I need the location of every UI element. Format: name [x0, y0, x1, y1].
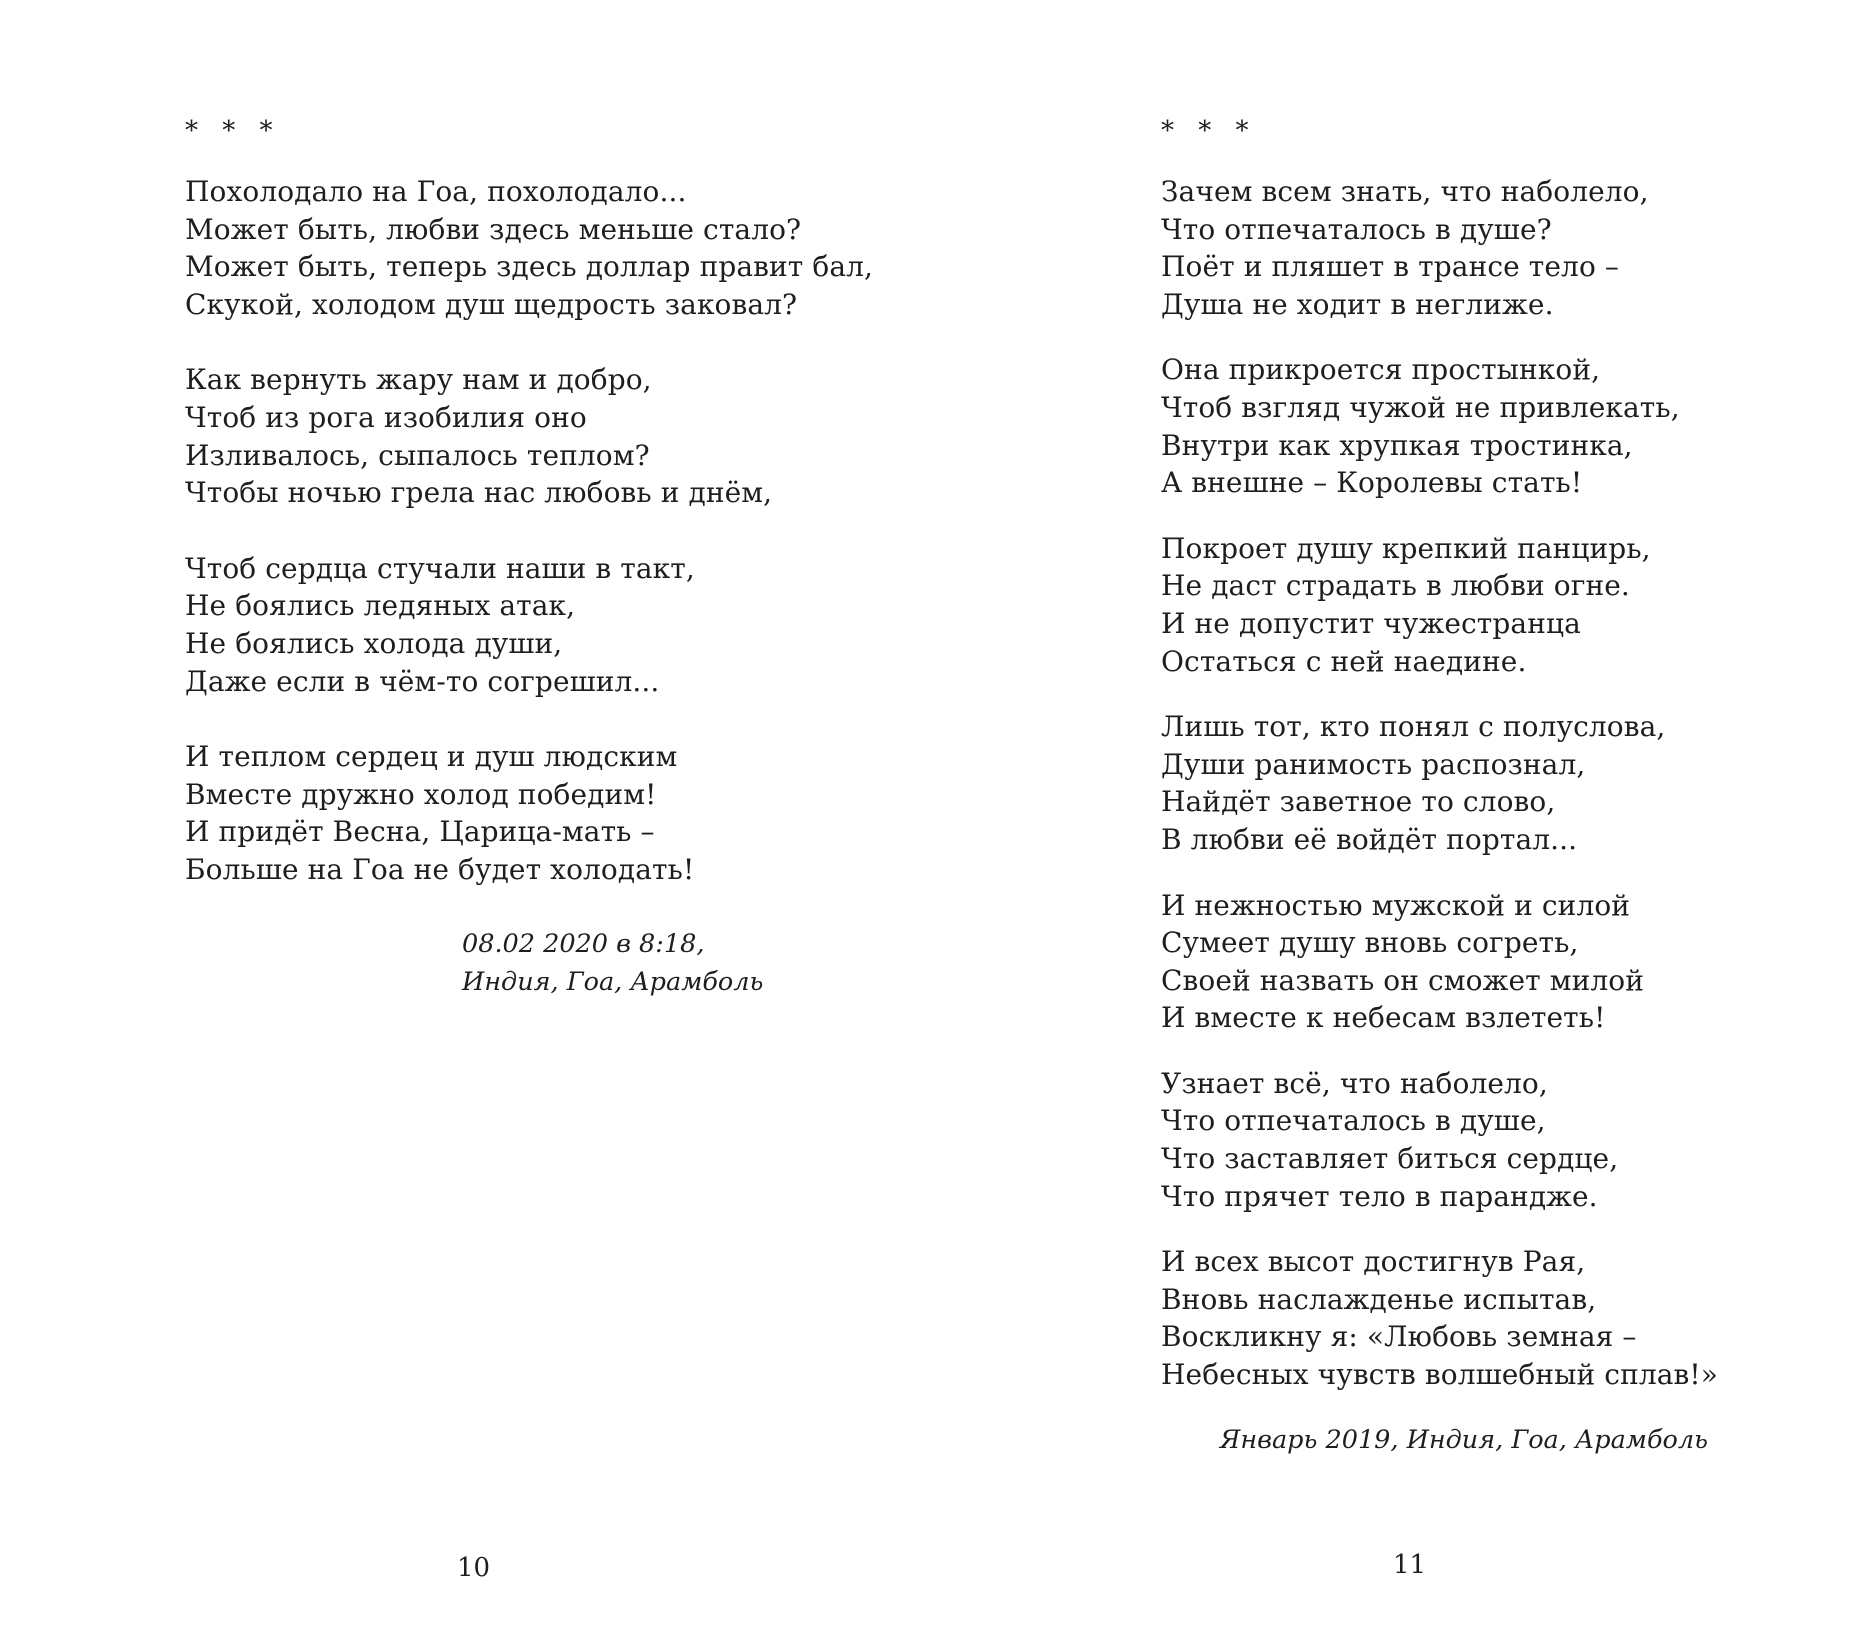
poem-line: А внешне – Королевы стать! [1161, 466, 1583, 500]
poem-line: Что заставляет биться сердце, [1161, 1142, 1619, 1176]
poem-line: Скукой, холодом душ щедрость заковал? [185, 287, 798, 321]
stanza [1161, 708, 1718, 858]
stanza [185, 173, 873, 323]
poem-line: Узнает всё, что наболело, [1161, 1066, 1548, 1100]
poem-line: Похолодало на Гоа, похолодало... [185, 175, 687, 208]
page-number: 10 [457, 1553, 491, 1583]
stanza [185, 361, 873, 511]
poem-line: Не даст страдать в любви огне. [1161, 569, 1630, 603]
poem-line: И придёт Весна, Царица-мать – [185, 815, 655, 849]
poem-line: Внутри как хрупкая тростинка, [1161, 428, 1633, 462]
poem-line: В любви её войдёт портал... [1161, 822, 1578, 856]
poem-line: Душа не ходит в неглиже. [1161, 287, 1554, 321]
signature-line: Январь 2019, Индия, Гоа, Арамболь [1219, 1425, 1708, 1455]
poem-line: Изливалось, сыпалось теплом? [185, 438, 650, 472]
poem-line: Небесных чувств волшебный сплав!» [1161, 1358, 1718, 1392]
poem-line: Чтоб сердца стучали наши в такт, [185, 551, 695, 585]
poem-line: Души ранимость распознал, [1161, 747, 1586, 781]
poem-line: Покроет душу крепкий панцирь, [1161, 531, 1651, 565]
stanza [185, 550, 873, 700]
poem-line: Даже если в чём-то согрешил... [185, 664, 660, 698]
right-page [936, 0, 1872, 1646]
poem-line: И нежностью мужской и силой [1161, 888, 1631, 922]
poem-line: Вновь наслажденье испытав, [1161, 1282, 1597, 1316]
poem-signature [462, 925, 763, 1001]
signature-line: 08.02 2020 в 8:18, [462, 929, 705, 959]
poem-line: Больше на Гоа не будет холодать! [185, 852, 695, 886]
poem-line: Остаться с ней наедине. [1161, 644, 1527, 678]
poem-line: Поёт и пляшет в трансе тело – [1161, 250, 1619, 284]
stanza [1161, 887, 1718, 1037]
signature-line: Индия, Гоа, Арамболь [462, 967, 764, 997]
poem-line: Лишь тот, кто понял с полуслова, [1161, 710, 1666, 744]
stanza [185, 738, 873, 888]
poem-line: Чтоб из рога изобилия оно [185, 400, 587, 434]
poem-line: Своей назвать он сможет милой [1161, 963, 1645, 997]
poem-line: Вместе дружно холод победим! [185, 777, 657, 811]
poem-line: Она прикроется простынкой, [1161, 353, 1601, 387]
poem-line: И вместе к небесам взлететь! [1161, 1001, 1606, 1035]
poem-right [1161, 111, 1718, 1422]
stanza [1161, 1065, 1718, 1215]
stanza [1161, 1243, 1718, 1393]
poem-line: Не боялись холода души, [185, 626, 563, 660]
poem-line: Что прячет тело в парандже. [1161, 1179, 1598, 1213]
poem-signature [1220, 1421, 1708, 1459]
poem-line: И не допустит чужестранца [1161, 606, 1581, 640]
poem-line: Сумеет душу вновь согреть, [1161, 926, 1579, 960]
poem-line: И теплом сердец и душ людским [185, 740, 678, 774]
stanza [1161, 530, 1718, 680]
stanza [1161, 351, 1718, 501]
stanza [1161, 173, 1718, 323]
section-asterisks: * * * [1161, 116, 1257, 146]
poem-line: Может быть, теперь здесь доллар правит бал, [185, 250, 874, 284]
poem-line: И всех высот достигнув Рая, [1161, 1245, 1586, 1279]
poem-line: Может быть, любви здесь меньше стало? [185, 212, 802, 246]
poem-line: Как вернуть жару нам и добро, [185, 363, 652, 397]
poem-line: Не боялись ледяных атак, [185, 589, 576, 623]
poem-line: Что отпечаталось в душе, [1161, 1104, 1546, 1138]
poem-line: Чтоб взгляд чужой не привлекать, [1161, 390, 1680, 424]
poem-line: Что отпечаталось в душе? [1161, 212, 1552, 246]
poem-left [185, 111, 873, 927]
poem-line: Найдёт заветное то слово, [1161, 785, 1556, 819]
page-number: 11 [1393, 1550, 1427, 1580]
poem-line: Зачем всем знать, что наболело, [1161, 175, 1649, 208]
poem-line: Чтобы ночью грела нас любовь и днём, [185, 476, 773, 510]
section-asterisks: * * * [185, 116, 281, 146]
poem-line: Воскликну я: «Любовь земная – [1161, 1320, 1637, 1354]
